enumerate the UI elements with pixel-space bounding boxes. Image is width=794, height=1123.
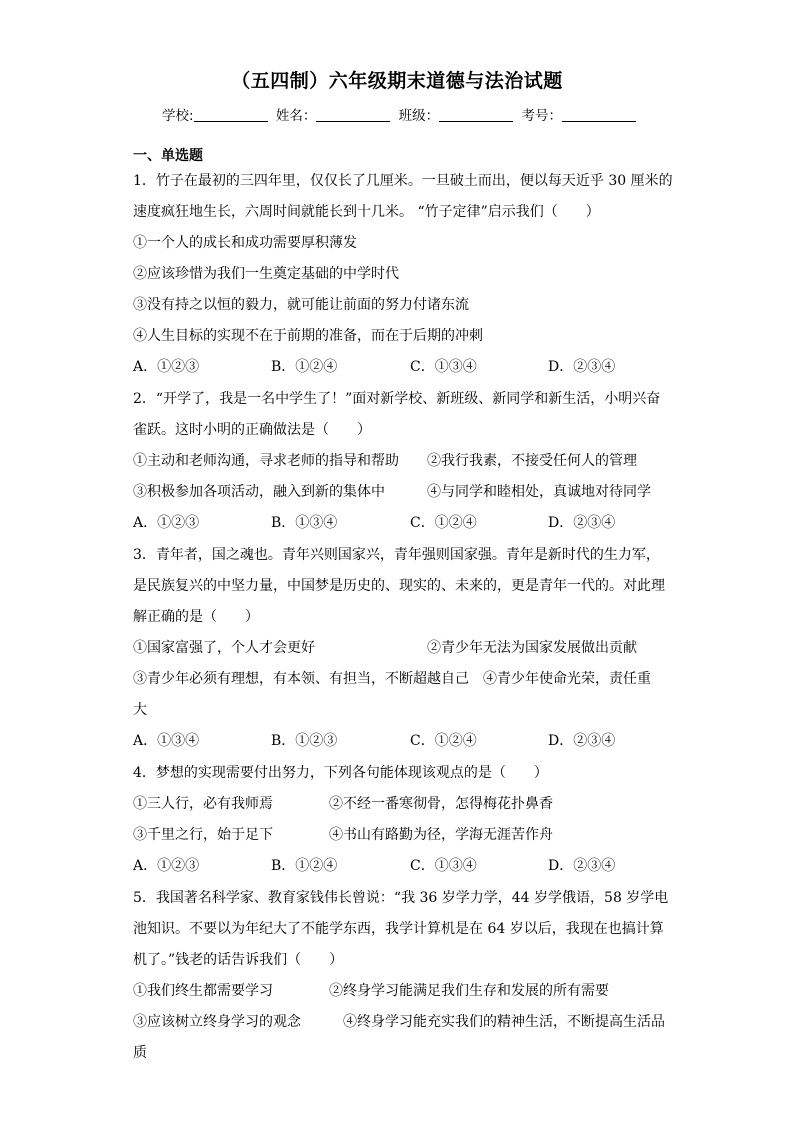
question-stem-line: 雀跃。这时小明的正确做法是（ ） (133, 422, 371, 438)
question-stem-line: 3．青年者，国之魂也。青年兴则国家兴，青年强则国家强。青年是新时代的生力军， (133, 547, 660, 563)
question-item: ③积极参加各项活动，融入到新的集体中 ④与同学和睦相处，真诚地对待同学 (133, 484, 651, 500)
question-item: ①我们终生都需要学习 ②终身学习能满足我们生存和发展的所有需要 (133, 983, 609, 999)
question-stem-line: 5．我国著名科学家、教育家钱伟长曾说：“我 36 岁学力学，44 岁学俄语，58 岁学电 (133, 890, 669, 906)
option-a: A．①②③ (133, 858, 200, 874)
option-a: A．①③④ (133, 733, 200, 749)
option-c: C．①②④ (410, 733, 477, 749)
question-stem-line: 速度疯狂地生长，六周时间就能长到十几米。 “竹子定律”启示我们（ ） (133, 204, 600, 220)
name-label: 姓名： (275, 108, 317, 124)
question-item: 大 (133, 702, 147, 718)
option-a: A．①②③ (133, 359, 200, 375)
question-stem-line: 池知识。不要以为年纪大了不能学东西，我学计算机是在 64 岁以后，我现在也搞计算 (133, 921, 664, 937)
option-c: C．①③④ (410, 359, 477, 375)
exam-no-label: 考号： (521, 108, 562, 124)
class-label: 班级： (398, 108, 440, 124)
option-b: B．①②④ (271, 858, 338, 874)
question-stem-line: 是民族复兴的中坚力量，中国梦是历史的、现实的、未来的，更是青年一代的。对此理 (133, 578, 665, 594)
question-stem-line: 机了。”钱老的话告诉我们（ ） (133, 952, 344, 968)
option-d: D．②③④ (548, 858, 616, 874)
section-heading: 一、单选题 (133, 148, 203, 164)
option-d: D．②③④ (548, 515, 616, 531)
option-a: A．①②③ (133, 515, 200, 531)
question-item: ①一个人的成长和成功需要厚积薄发 (133, 235, 357, 251)
question-item: ③没有持之以恒的毅力，就可能让前面的努力付诸东流 (133, 297, 469, 313)
question-item: ①主动和老师沟通，寻求老师的指导和帮助 ②我行我素，不接受任何人的管理 (133, 453, 637, 469)
question-item: ①国家富强了，个人才会更好 ②青少年无法为国家发展做出贡献 (133, 640, 637, 656)
school-blank (194, 107, 268, 122)
page-title: （五四制）六年级期末道德与法治试题 (231, 70, 563, 92)
question-stem-line: 解正确的是（ ） (133, 609, 259, 625)
question-item: ①三人行，必有我师焉 ②不经一番寒彻骨，怎得梅花扑鼻香 (133, 796, 553, 812)
question-item: ②应该珍惜为我们一生奠定基础的中学时代 (133, 266, 399, 282)
option-d: D．②③④ (548, 359, 616, 375)
option-b: B．①②④ (271, 359, 338, 375)
name-blank (316, 107, 390, 122)
question-stem-line: 1．竹子在最初的三四年里，仅仅长了几厘米。一旦破土而出，便以每天近乎 30 厘米的 (133, 173, 673, 189)
question-item: ③千里之行，始于足下 ④书山有路勤为径，学海无涯苦作舟 (133, 827, 553, 843)
question-item: ④人生目标的实现不在于前期的准备，而在于后期的冲刺 (133, 328, 483, 344)
option-d: D．②③④ (548, 733, 616, 749)
question-item: 质 (133, 1045, 147, 1061)
option-b: B．①②③ (271, 733, 338, 749)
question-item: ③应该树立终身学习的观念 ④终身学习能充实我们的精神生活，不断提高生活品 (133, 1014, 665, 1030)
student-info (162, 104, 640, 124)
exam-no-blank (562, 107, 636, 122)
option-c: C．①②④ (410, 515, 477, 531)
question-item: ③青少年必须有理想，有本领、有担当，不断超越自己 ④青少年使命光荣，责任重 (133, 671, 651, 687)
option-c: C．①③④ (410, 858, 477, 874)
school-label: 学校: (162, 108, 194, 124)
question-stem-line: 2．“开学了，我是一名中学生了！”面对新学校、新班级、新同学和新生活，小明兴奋 (133, 391, 661, 407)
option-b: B．①③④ (271, 515, 338, 531)
class-blank (439, 107, 513, 122)
question-stem-line: 4．梦想的实现需要付出努力，下列各句能体现该观点的是（ ） (133, 765, 548, 781)
